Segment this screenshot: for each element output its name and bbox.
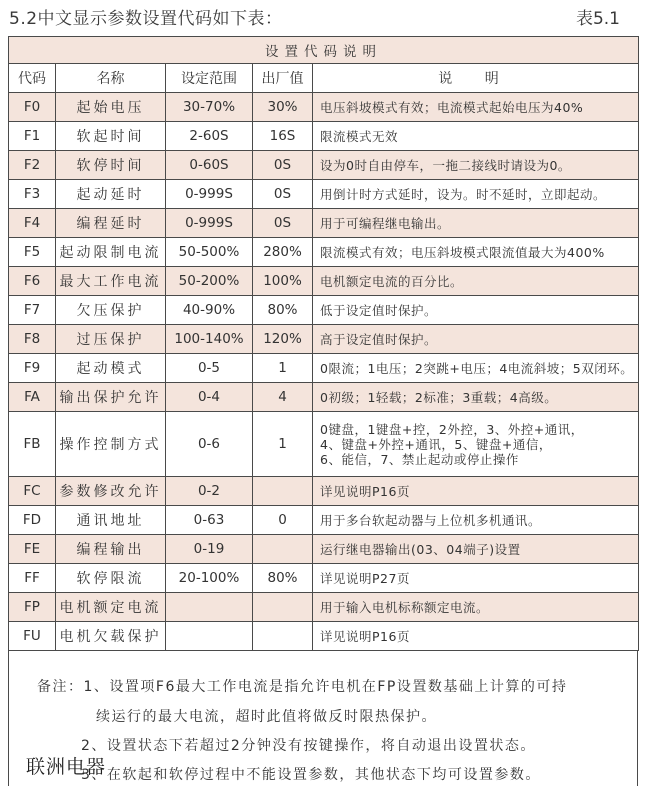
- code-cell: FU: [9, 622, 56, 651]
- code-cell: FC: [9, 477, 56, 506]
- name-cell: 欠压保护: [56, 296, 166, 325]
- default-cell: 4: [253, 383, 313, 412]
- description-cell: 详见说明P16页: [313, 622, 639, 651]
- description-cell: [313, 412, 639, 477]
- table-title-row: [9, 37, 639, 64]
- name-cell: 过压保护: [56, 325, 166, 354]
- default-cell: 0S: [253, 209, 313, 238]
- range-cell: [166, 593, 253, 622]
- description-cell: 限流模式有效；电压斜坡模式限流值最大为400%: [313, 238, 639, 267]
- range-cell: 0-999S: [166, 209, 253, 238]
- range-cell: 0-60S: [166, 151, 253, 180]
- default-cell: 80%: [253, 564, 313, 593]
- name-cell: 起动延时: [56, 180, 166, 209]
- table-row: [9, 325, 639, 354]
- default-cell: 100%: [253, 267, 313, 296]
- code-cell: F5: [9, 238, 56, 267]
- column-header-description: 说 明: [313, 64, 639, 93]
- table-row: [9, 180, 639, 209]
- default-cell: 30%: [253, 93, 313, 122]
- code-cell: FA: [9, 383, 56, 412]
- description-cell: 运行继电器输出(03、04端子)设置: [313, 535, 639, 564]
- column-header-range: 设定范围: [166, 64, 253, 93]
- name-cell: 通讯地址: [56, 506, 166, 535]
- default-cell: [253, 477, 313, 506]
- table-row: [9, 535, 639, 564]
- default-cell: 280%: [253, 238, 313, 267]
- name-cell: 软起时间: [56, 122, 166, 151]
- description-cell: 详见说明P16页: [313, 477, 639, 506]
- name-cell: 输出保护允许: [56, 383, 166, 412]
- default-cell: 1: [253, 412, 313, 477]
- description-line: 6、能信，7、禁止起动或停止操作: [320, 451, 519, 467]
- description-line: 0键盘，1键盘+控，2外控，3、外控+通讯，: [320, 421, 584, 437]
- code-cell: F4: [9, 209, 56, 238]
- code-cell: F3: [9, 180, 56, 209]
- description-cell: 0初级；1轻载；2标准；3重载；4高级。: [313, 383, 639, 412]
- table-row: [9, 354, 639, 383]
- description-cell: 电机额定电流的百分比。: [313, 267, 639, 296]
- code-cell: F2: [9, 151, 56, 180]
- range-cell: 2-60S: [166, 122, 253, 151]
- table-title: 设置代码说明: [9, 37, 639, 64]
- code-cell: FE: [9, 535, 56, 564]
- range-cell: [166, 622, 253, 651]
- table-row: [9, 564, 639, 593]
- range-cell: 0-19: [166, 535, 253, 564]
- name-cell: 电机欠载保护: [56, 622, 166, 651]
- table-row: [9, 383, 639, 412]
- code-cell: FP: [9, 593, 56, 622]
- name-cell: 最大工作电流: [56, 267, 166, 296]
- description-cell: 高于设定值时保护。: [313, 325, 639, 354]
- range-cell: 20-100%: [166, 564, 253, 593]
- range-cell: 50-500%: [166, 238, 253, 267]
- range-cell: 40-90%: [166, 296, 253, 325]
- description-cell: 限流模式无效: [313, 122, 639, 151]
- table-row: [9, 238, 639, 267]
- column-header-default: 出厂值: [253, 64, 313, 93]
- section-heading: 5.2中文显示参数设置代码如下表：: [9, 9, 283, 29]
- range-cell: 0-999S: [166, 180, 253, 209]
- description-cell: 详见说明P27页: [313, 564, 639, 593]
- name-cell: 软停限流: [56, 564, 166, 593]
- table-number: 表5.1: [575, 9, 620, 29]
- table-row: [9, 412, 639, 477]
- description-cell: 0限流；1电压；2突跳+电压；4电流斜坡；5双闭环。: [313, 354, 639, 383]
- range-cell: 0-2: [166, 477, 253, 506]
- description-cell: 设为0时自由停车，一拖二接线时请设为0。: [313, 151, 639, 180]
- range-cell: 0-63: [166, 506, 253, 535]
- table-row: [9, 151, 639, 180]
- code-cell: FD: [9, 506, 56, 535]
- table-row: [9, 122, 639, 151]
- name-cell: 软停时间: [56, 151, 166, 180]
- table-row: [9, 622, 639, 651]
- table-row: [9, 506, 639, 535]
- description-line: 4、键盘+外控+通讯，5、键盘+通信，: [320, 436, 552, 452]
- description-cell: 低于设定值时保护。: [313, 296, 639, 325]
- default-cell: [253, 535, 313, 564]
- table-header-row: [9, 64, 639, 93]
- name-cell: 起动限制电流: [56, 238, 166, 267]
- name-cell: 电机额定电流: [56, 593, 166, 622]
- description-cell: 电压斜坡模式有效；电流模式起始电压为40%: [313, 93, 639, 122]
- watermark-logo-text: 联洲电器: [26, 756, 107, 778]
- code-cell: F6: [9, 267, 56, 296]
- range-cell: 0-4: [166, 383, 253, 412]
- name-cell: 编程输出: [56, 535, 166, 564]
- description-cell: 用于可编程继电输出。: [313, 209, 639, 238]
- code-cell: F8: [9, 325, 56, 354]
- table-row: [9, 593, 639, 622]
- name-cell: 参数修改允许: [56, 477, 166, 506]
- name-cell: 起始电压: [56, 93, 166, 122]
- settings-code-table: [8, 36, 639, 651]
- note-line-2: 续运行的最大电流，超时此值将做反时限热保护。: [96, 709, 437, 725]
- default-cell: 120%: [253, 325, 313, 354]
- default-cell: 0S: [253, 151, 313, 180]
- default-cell: 16S: [253, 122, 313, 151]
- table-row: [9, 93, 639, 122]
- range-cell: 50-200%: [166, 267, 253, 296]
- note-line-3: 2、设置状态下若超过2分钟没有按键操作，将自动退出设置状态。: [81, 738, 536, 754]
- table-row: [9, 296, 639, 325]
- note-line-4: 3、在软起和软停过程中不能设置参数，其他状态下均可设置参数。: [81, 767, 541, 783]
- column-header-name: 名称: [56, 64, 166, 93]
- table-row: [9, 477, 639, 506]
- table-row: [9, 209, 639, 238]
- range-cell: 30-70%: [166, 93, 253, 122]
- name-cell: 编程延时: [56, 209, 166, 238]
- range-cell: 100-140%: [166, 325, 253, 354]
- code-cell: F0: [9, 93, 56, 122]
- description-cell: 用于输入电机标称额定电流。: [313, 593, 639, 622]
- range-cell: 0-6: [166, 412, 253, 477]
- column-header-code: 代码: [9, 64, 56, 93]
- default-cell: 0S: [253, 180, 313, 209]
- default-cell: 80%: [253, 296, 313, 325]
- name-cell: 起动模式: [56, 354, 166, 383]
- default-cell: [253, 622, 313, 651]
- default-cell: 1: [253, 354, 313, 383]
- description-cell: 用于多台软起动器与上位机多机通讯。: [313, 506, 639, 535]
- code-cell: F9: [9, 354, 56, 383]
- default-cell: 0: [253, 506, 313, 535]
- code-cell: F7: [9, 296, 56, 325]
- default-cell: [253, 593, 313, 622]
- code-cell: F1: [9, 122, 56, 151]
- code-cell: FB: [9, 412, 56, 477]
- note-line-1: 备注：1、设置项F6最大工作电流是指允许电机在FP设置数基础上计算的可持: [37, 679, 568, 695]
- description-cell: 用倒计时方式延时，设为。时不延时，立即起动。: [313, 180, 639, 209]
- range-cell: 0-5: [166, 354, 253, 383]
- name-cell: 操作控制方式: [56, 412, 166, 477]
- code-cell: FF: [9, 564, 56, 593]
- table-row: [9, 267, 639, 296]
